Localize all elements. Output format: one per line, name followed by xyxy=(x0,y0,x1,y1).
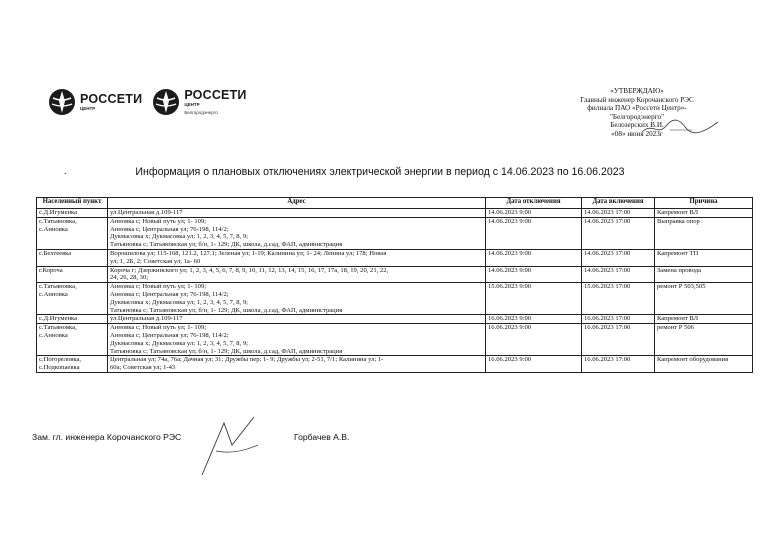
address-line: Ворошилова ул; 115-168, 121.2, 127.1; Зеленая ул; 1-19; Калинина ул; 1- 24; Ленина ул; 178; Новая xyxy=(110,249,387,257)
locality-line: с.Подкопаевка xyxy=(39,364,80,372)
start-date-cell: 14.06.2023 9:00 xyxy=(486,266,582,283)
address-cell xyxy=(108,249,486,266)
end-date-cell: 16.06.2023 17:00 xyxy=(582,356,655,373)
address-line: Анновка с; Центральная ул; 76-198, 114/2; xyxy=(110,290,229,298)
reason-cell: ремонт Р 506 xyxy=(655,324,753,356)
header-reason: Причина xyxy=(655,198,753,209)
locality-cell xyxy=(37,356,108,373)
locality-line: с.Д.Игуменка xyxy=(39,315,78,323)
approval-line: «УТВЕРЖДАЮ» xyxy=(610,87,664,95)
locality-cell xyxy=(37,283,108,315)
address-line: Анновка с; Новый путь ул; 1- 109; xyxy=(110,324,207,332)
reason-cell: Капремонт ТП xyxy=(655,249,753,266)
address-cell xyxy=(108,356,486,373)
end-date-cell: 16.06.2023 17:00 xyxy=(582,315,655,324)
address-line: Татьяновка с; Татьяновская ул; б/н, 1- 129; ДК, школа, д.сад, ФАП, администрация xyxy=(110,241,343,249)
end-date-cell: 14.06.2023 17:00 xyxy=(582,217,655,249)
table-row xyxy=(37,356,753,373)
header-locality: Населенный пункт xyxy=(37,198,108,209)
locality-cell xyxy=(37,315,108,324)
address-line: Татьяновка с; Татьяновская ул; б/н, 1- 129; ДК, школа, д.сад, ФАП, администрация xyxy=(110,347,343,355)
table-row xyxy=(37,217,753,249)
address-cell xyxy=(108,217,486,249)
address-cell xyxy=(108,283,486,315)
address-line: Дукмасовка х; Дукмасовка ул; 1, 2, 3, 4, 5, 7, 8, 9; xyxy=(110,339,248,347)
approval-line: Белозерских В.И. xyxy=(610,121,664,130)
locality-cell xyxy=(37,324,108,356)
header-address: Адрес xyxy=(108,198,486,209)
address-line: ул.Центральная д.109-117 xyxy=(110,209,183,216)
approval-line: Главный инженер Корочанского РЭС xyxy=(580,95,694,104)
end-date-cell: 14.06.2023 17:00 xyxy=(582,266,655,283)
locality-cell xyxy=(37,249,108,266)
start-date-cell: 16.06.2023 9:00 xyxy=(486,315,582,324)
address-line: Дукмасовка х; Дукмасовка ул; 1, 2, 3, 4, 5, 7, 8, 9; xyxy=(110,298,248,306)
company-logos xyxy=(48,88,247,116)
address-line: 24, 26, 28, 30; xyxy=(110,274,149,282)
locality-line: с.Татьяновка, xyxy=(39,324,77,332)
reason-cell: Капремонт ВЛ xyxy=(655,209,753,218)
table-row xyxy=(37,266,753,283)
rosseti-center-logo xyxy=(48,88,142,116)
approval-line: "Белгородэнерго" xyxy=(609,112,665,121)
locality-cell xyxy=(37,217,108,249)
signer-signature-icon xyxy=(196,415,276,479)
header-start-date: Дата отключения xyxy=(486,198,582,209)
locality-line: г.Короча xyxy=(39,266,63,274)
address-cell xyxy=(108,209,486,218)
start-date-cell: 14.06.2023 9:00 xyxy=(486,209,582,218)
end-date-cell: 16.06.2023 17:00 xyxy=(582,324,655,356)
locality-line: с.Бехтеевка xyxy=(39,249,72,257)
locality-line: с.Анновка xyxy=(39,290,68,298)
address-line: Центральная ул; 74а, 76а; Дачная ул; 31; Дружбы пер; 1- 9; Дружбы ул; 2-51, 7/1; Калинина ул; 1- xyxy=(110,356,384,364)
page-title: Информация о плановых отключениях электрической энергии в период с 14.06.2023 по 16.06.2023 xyxy=(135,166,625,178)
reason-cell: ремонт Р 503,505 xyxy=(655,283,753,315)
address-line: Татьяновка с; Татьяновская ул; б/н, 1- 129; ДК, школа, д.сад, ФАП, администрация xyxy=(110,306,343,314)
address-cell xyxy=(108,315,486,324)
address-line: Анновка с; Центральная ул; 76-198, 114/2; xyxy=(110,225,229,233)
signer-position: Зам. гл. инженера Корочанского РЭС xyxy=(32,432,182,442)
end-date-cell: 14.06.2023 17:00 xyxy=(582,249,655,266)
reason-cell: Капремонт ВЛ xyxy=(655,315,753,324)
start-date-cell: 14.06.2023 9:00 xyxy=(486,249,582,266)
address-line: ул; 1, 2Б, 2; Советская ул; 1а- 60 xyxy=(110,257,201,265)
address-line: Анновка с; Новый путь ул; 1- 109; xyxy=(110,283,207,291)
locality-cell xyxy=(37,266,108,283)
approval-signature-icon xyxy=(640,116,720,140)
locality-line: с.Татьяновка, xyxy=(39,217,77,225)
address-line: ул.Центральная д.109-117 xyxy=(110,315,183,323)
outages-table xyxy=(36,197,753,373)
locality-line: с.Погореловка, xyxy=(39,356,82,364)
logo-name: РОССЕТИ xyxy=(184,87,247,102)
address-line: Анновка с; Центральная ул; 76-198, 114/2; xyxy=(110,331,229,339)
reason-cell: Капремонт оборудования xyxy=(655,356,753,373)
start-date-cell: 16.06.2023 9:00 xyxy=(486,356,582,373)
locality-line: с.Анновка xyxy=(39,331,68,339)
locality-line: с.Анновка xyxy=(39,225,68,233)
end-date-cell: 15.06.2023 17:00 xyxy=(582,283,655,315)
start-date-cell: 14.06.2023 9:00 xyxy=(486,217,582,249)
address-line: Дукмасовка х; Дукмасовка ул; 1, 2, 3, 4, 5, 7, 8, 9; xyxy=(110,233,248,241)
address-line: Анновка с; Новый путь ул; 1- 109; xyxy=(110,217,207,225)
rosseti-belgorodenergo-logo xyxy=(152,88,246,116)
address-line: Короча г; Дзержинского ул; 1, 2, 3, 4, 5, 6, 7, 8, 9, 10, 11, 12, 13, 14, 15, 16, 17, 17а, 18, 19, 20, 21, 22, xyxy=(110,266,389,274)
start-date-cell: 15.06.2023 9:00 xyxy=(486,283,582,315)
locality-line: с.Д.Игуменка xyxy=(39,209,78,216)
table-row xyxy=(37,249,753,266)
table-row xyxy=(37,209,753,218)
table-row xyxy=(37,324,753,356)
reason-cell: Замена провода xyxy=(655,266,753,283)
table-row xyxy=(37,283,753,315)
locality-cell xyxy=(37,209,108,218)
address-cell xyxy=(108,266,486,283)
address-cell xyxy=(108,324,486,356)
rosseti-emblem-icon xyxy=(48,88,76,116)
reason-cell: Выправка опор xyxy=(655,217,753,249)
logo-branch: Белгородэнерго xyxy=(184,109,218,115)
bullet-dot: . xyxy=(64,166,67,177)
address-line: 60а; Советская ул; 1-43 xyxy=(110,364,176,372)
logo-subtitle: ЦЕНТР xyxy=(80,106,96,111)
signer-name: Горбачев А.В. xyxy=(294,432,350,442)
logo-name: РОССЕТИ xyxy=(80,91,143,106)
header-end-date: Дата включения xyxy=(582,198,655,209)
rosseti-emblem-icon xyxy=(152,88,180,116)
approval-line: «08» июня 2023г xyxy=(611,129,663,138)
table-row xyxy=(37,315,753,324)
end-date-cell: 14.06.2023 17:00 xyxy=(582,209,655,218)
start-date-cell: 16.06.2023 9:00 xyxy=(486,324,582,356)
table-header-row xyxy=(37,198,753,209)
approval-line: филиала ПАО «Россети Центр»- xyxy=(587,104,687,113)
logo-subtitle: ЦЕНТР xyxy=(184,102,200,108)
locality-line: с.Татьяновка, xyxy=(39,283,77,291)
